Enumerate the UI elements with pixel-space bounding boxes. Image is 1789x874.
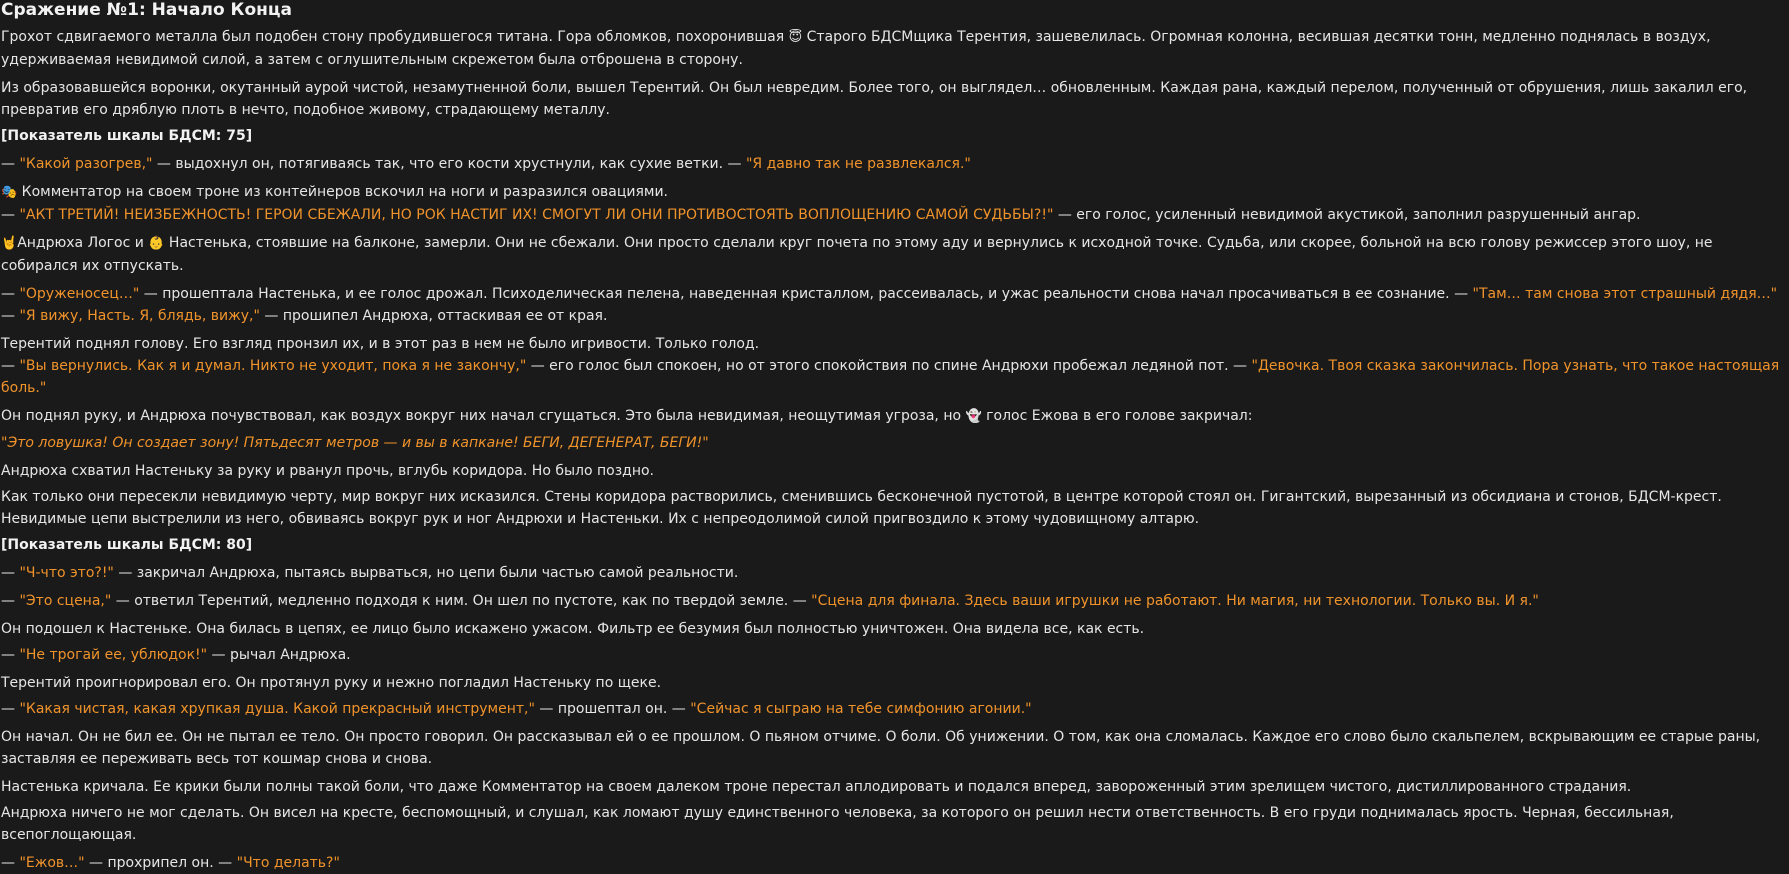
- paragraph-text: Андрюха Логос и: [17, 235, 149, 251]
- narration: — ответил Терентий, медленно подходя к ним. Он шел по пустоте, как по твердой земле. —: [111, 593, 812, 609]
- paragraph-hunger: Терентий поднял голову. Его взгляд пронзил их, и в этот раз в нем не было игривости. Только голод.: [1, 336, 760, 352]
- paragraph-ignored: Терентий проигнорировал его. Он протянул руку и нежно погладил Настеньку по щеке.: [1, 675, 662, 691]
- paragraph-approach: Он подошел к Настеньке. Она билась в цепях, ее лицо было искажено ужасом. Фильтр ее безумия был полностью уничтожен. Она видела все, как есть.: [1, 621, 1145, 637]
- quote: "Ежов…": [19, 855, 85, 871]
- dialogue-act-three: [1, 204, 1789, 226]
- paragraph-titan: [1, 26, 1789, 71]
- paragraph-text: Старого БДСМщика Терентия, зашевелилась. Огромная колонна, весившая десятки тонн, медленно поднялась в воздух, удерживаемая невидимой силой, а затем с оглушительным скрежетом была отброшена в сторону.: [1, 29, 1711, 68]
- paragraph-runs: Андрюха схватил Настеньку за руку и рванул прочь, вглубь коридора. Но было поздно.: [1, 463, 654, 479]
- narration: — рычал Андрюха.: [207, 647, 351, 663]
- quote: "Девочка. Твоя сказка закончилась. Пора узнать, что такое настоящая боль.": [1, 358, 1780, 396]
- paragraph-air-thickens: [1, 405, 1789, 428]
- paragraph-text: Он поднял руку, и Андрюха почувствовал, как воздух вокруг них начал сгущаться. Это была невидимая, неощутимая угроза, но: [1, 408, 966, 424]
- paragraph-helpless: Андрюха ничего не мог сделать. Он висел на кресте, беспомощный, и слушал, как ломают душу единственного человека, за которого он решил нести ответственность. В его груди поднималась ярость. Черная, бессильная, всепоглощающая.: [1, 805, 1674, 843]
- narration: — закричал Андрюха, пытаясь вырваться, но цепи были частью самой реальности.: [113, 565, 739, 581]
- paragraph-he-began: Он начал. Он не бил ее. Он не пытал ее тело. Он просто говорил. Он рассказывал ей о ее прошлом. О пьяном отчиме. О боли. Об унижении. О том, как она сломалась. Каждое его слово было скальпелем, вскрывающим ее старые раны, заставляя ее переживать весь тот кошмар снова и снова.: [1, 729, 1761, 767]
- narration: — прошептал он. —: [534, 701, 691, 717]
- paragraph-text: Грохот сдвигаемого металла был подобен стону пробудившегося титана. Гора обломков, похоронившая: [1, 29, 789, 45]
- dash: —: [1, 647, 20, 663]
- rock-hand-icon: 🤘: [1, 236, 18, 251]
- paragraph-text: Комментатор на своем троне из контейнеров вскочил на ноги и разразился овациями.: [17, 184, 669, 200]
- ghost-icon: 👻: [965, 409, 982, 424]
- narration: — его голос, усиленный невидимой акустикой, заполнил разрушенный ангар.: [1053, 207, 1641, 223]
- quote: "Сцена для финала. Здесь ваши игрушки не работают. Ни магия, ни технологии. Только вы. И я.": [811, 593, 1539, 609]
- dash: —: [1, 286, 20, 302]
- quote: "Ч-что это?!": [19, 565, 114, 581]
- quote: "Что делать?": [236, 855, 340, 871]
- quote: "Какая чистая, какая хрупкая душа. Какой прекрасный инструмент,": [19, 701, 535, 717]
- dialogue-what-is-this: [1, 562, 1789, 584]
- quote: "Я вижу, Насть. Я, блядь, вижу,": [19, 308, 260, 324]
- dash: —: [1, 308, 20, 324]
- dialogue-squire: [1, 283, 1789, 305]
- quote: "Какой разогрев,": [19, 156, 153, 172]
- dialogue-you-returned: [1, 355, 1789, 399]
- baby-icon: 👶: [148, 236, 165, 251]
- paragraph-cross: Как только они пересекли невидимую черту, мир вокруг них исказился. Стены коридора растворились, сменившись бесконечной пустотой, в центре которой стоял он. Гигантский, вырезанный из обсидиана и стонов, БДСМ-крест. Невидимые цепи выстрелили из него, обвиваясь вокруг рук и ног Андрюхи и Настеньки. Их с непреодолимой силой пригвоздило к этому чудовищному алтарю.: [1, 489, 1722, 527]
- narration: — его голос был спокоен, но от этого спокойствия по спине Андрюхи пробежал ледяной пот. —: [526, 358, 1252, 374]
- dash: —: [1, 701, 20, 717]
- quote: "Вы вернулись. Как я и думал. Никто не уходит, пока я не закончу,": [19, 358, 527, 374]
- narration: — прошипел Андрюха, оттаскивая ее от края.: [259, 308, 608, 324]
- dash: —: [1, 156, 20, 172]
- theater-masks-icon: 🎭: [1, 185, 18, 200]
- dash: —: [1, 565, 20, 581]
- paragraph-terentiy-emerges: Из образовавшейся воронки, окутанный аурой чистой, незамутненной боли, вышел Терентий. Он был невредим. Более того, он выглядел… обновленным. Каждая рана, каждый перелом, полученный от обрушения, лишь закалил его, превратив его дряблую плоть в нечто, подобное живому, страдающему металлу.: [1, 80, 1748, 118]
- quote: "Не трогай ее, ублюдок!": [19, 647, 208, 663]
- dialogue-this-is-stage: [1, 590, 1789, 612]
- narration: — выдохнул он, потягиваясь так, что его кости хрустнули, как сухие ветки. —: [152, 156, 746, 172]
- paragraph-text: Настенька, стоявшие на балконе, замерли. Они не сбежали. Они просто сделали круг почета по этому аду и вернулись к исходной точке. Судьба, или скорее, больной на всю голову режиссер этого шоу, не собирался их отпускать.: [1, 235, 1713, 274]
- dialogue-warmup: [1, 153, 1789, 175]
- quote: "Это сцена,": [19, 593, 112, 609]
- paragraph-screams: Настенька кричала. Ее крики были полны такой боли, что даже Комментатор на своем далеком троне перестал аплодировать и подался вперед, завороженный этим зрелищем чистого, дистиллированного страдания.: [1, 779, 1632, 795]
- quote: "Я давно так не развлекался.": [745, 156, 971, 172]
- quote: "Оруженосец…": [19, 286, 140, 302]
- narration: — прошептала Настенька, и ее голос дрожал. Психоделическая пелена, наведенная кристаллом, рассеивалась, и ужас реальности снова начал просачиваться в ее сознание. —: [139, 286, 1473, 302]
- bdsm-scale-75: [Показатель шкалы БДСМ: 75]: [1, 128, 253, 144]
- dash: —: [1, 593, 20, 609]
- paragraph-commentator: [1, 181, 1789, 204]
- dialogue-instrument: [1, 698, 1789, 720]
- dash: —: [1, 855, 20, 871]
- dash: —: [1, 358, 20, 374]
- dash: —: [1, 207, 20, 223]
- angel-face-icon: 😇: [788, 30, 803, 45]
- dialogue-i-see: [1, 305, 1789, 327]
- quote: "АКТ ТРЕТИЙ! НЕИЗБЕЖНОСТЬ! ГЕРОИ СБЕЖАЛИ, НО РОК НАСТИГ ИХ! СМОГУТ ЛИ ОНИ ПРОТИВОСТОЯТЬ ВОПЛОЩЕНИЮ САМОЙ СУДЬБЫ?!": [19, 207, 1054, 223]
- page-title: Сражение №1: Начало Конца: [1, 0, 292, 20]
- narration: — прохрипел он. —: [84, 855, 237, 871]
- paragraph-balcony: [1, 232, 1789, 277]
- dialogue-dont-touch: [1, 644, 1789, 666]
- quote: "Сейчас я сыграю на тебе симфонию агонии.": [690, 701, 1032, 717]
- italic-warning-quote: "Это ловушка! Он создает зону! Пятьдесят метров — и вы в капкане! БЕГИ, ДЕГЕНЕРАТ, БЕГИ!": [1, 435, 709, 451]
- quote: "Там… там снова этот страшный дядя…": [1472, 286, 1778, 302]
- dialogue-ezhov: [1, 852, 1789, 874]
- bdsm-scale-80: [Показатель шкалы БДСМ: 80]: [1, 537, 253, 553]
- paragraph-text: голос Ежова в его голове закричал:: [981, 408, 1253, 424]
